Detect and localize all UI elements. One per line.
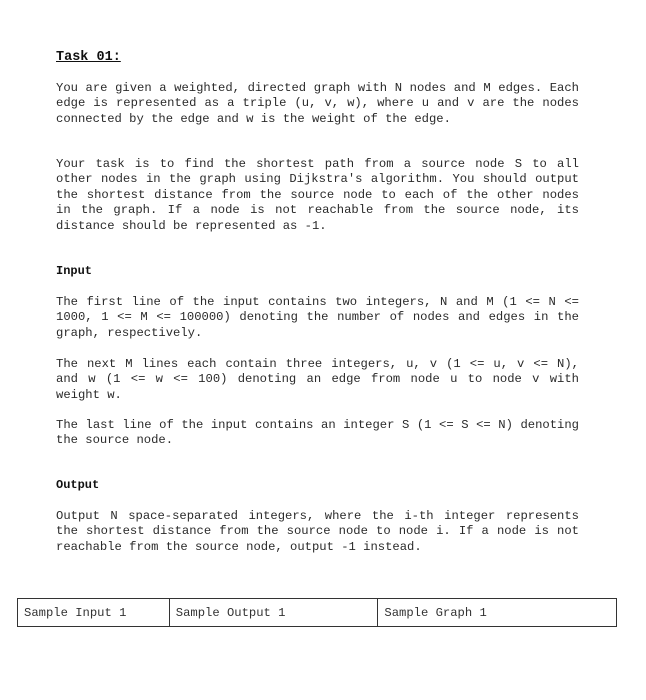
output-heading: Output: [56, 478, 100, 492]
samples-table: [17, 598, 617, 627]
intro-paragraph-1: You are given a weighted, directed graph with N nodes and M edges. Each edge is represented as a triple (u, v, w), where u and v are the nodes connected by the edge and w is the weight of the edge.: [56, 81, 579, 126]
sample-graph-header: Sample Graph 1: [378, 599, 617, 627]
samples-header-row: [18, 599, 617, 627]
output-paragraph: Output N space-separated integers, where the i-th integer represents the shortest distance from the source node to node i. If a node is not reachable from the source node, output -1 instead.: [56, 509, 579, 554]
input-paragraph-2: The next M lines each contain three integers, u, v (1 <= u, v <= N), and w (1 <= w <= 100) denoting an edge from node u to node v with weight w.: [56, 357, 579, 402]
sample-output-header: Sample Output 1: [169, 599, 378, 627]
sample-input-header: Sample Input 1: [18, 599, 170, 627]
input-heading: Input: [56, 264, 93, 278]
input-paragraph-1: The first line of the input contains two integers, N and M (1 <= N <= 1000, 1 <= M <= 100000) denoting the number of nodes and edges in the graph, respectively.: [56, 295, 579, 340]
input-paragraph-3: The last line of the input contains an integer S (1 <= S <= N) denoting the source node.: [56, 418, 579, 448]
intro-paragraph-2: Your task is to find the shortest path from a source node S to all other nodes in the graph using Dijkstra's algorithm. You should output the shortest distance from the source node to each of the other nodes in the graph. If a node is not reachable from the source node, its distance should be represented as -1.: [56, 157, 579, 233]
task-title: Task 01:: [56, 50, 121, 65]
